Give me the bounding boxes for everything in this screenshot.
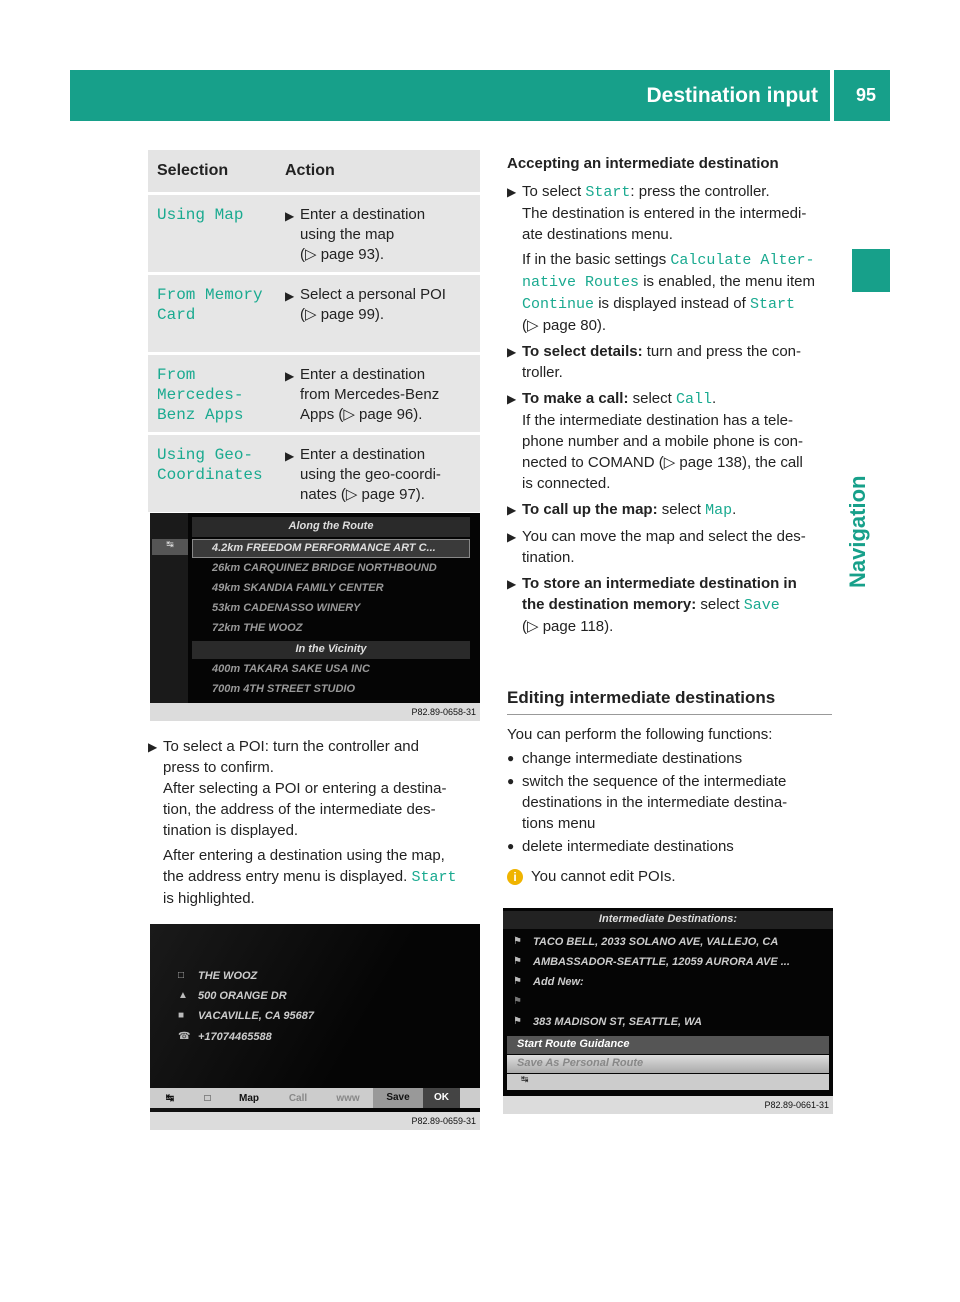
action-text: Enter a destination [300, 446, 426, 463]
text: To call up the map: [522, 501, 658, 518]
list-item: TACO BELL, 2033 SOLANO AVE, VALLEJO, CA [533, 936, 779, 948]
action-text: (▷ page 99). [300, 306, 385, 323]
term: Calculate Alter‐ [670, 252, 815, 269]
text: select [632, 390, 672, 407]
text-line: To select a POI: turn the controller and [163, 738, 419, 755]
table-row [148, 195, 480, 272]
term: Save [743, 597, 780, 614]
list-item: 400m TAKARA SAKE USA INC [212, 663, 370, 675]
call-button[interactable]: Call [288, 1092, 308, 1104]
list-item: 700m 4TH STREET STUDIO [212, 683, 356, 695]
step-arrow-icon: ▶ [148, 740, 158, 754]
map-button[interactable]: Map [239, 1092, 259, 1104]
text: the destination memory: [522, 596, 697, 613]
back-icon[interactable]: ↹ [165, 1092, 175, 1104]
flag-icon: ⚑ [513, 936, 522, 947]
text-line: the address entry menu is displayed. [163, 868, 408, 885]
address-line: 500 ORANGE DR [198, 990, 287, 1002]
term: native Routes [522, 274, 640, 291]
text-line: After entering a destination using the map, [163, 847, 445, 864]
text: (▷ page 80). [522, 317, 607, 334]
soft-key-bar [150, 1088, 480, 1108]
address-line: THE WOOZ [198, 970, 258, 982]
text: : press the controller. [630, 183, 770, 200]
screenshot-intermediate [503, 908, 833, 1114]
list-item: Add New: [533, 976, 584, 988]
action-text: using the map [300, 226, 395, 243]
bullet-icon: ● [507, 751, 515, 765]
flag-icon: ⚑ [513, 1016, 522, 1027]
list-item: AMBASSADOR-SEATTLE, 12059 AURORA AVE ... [533, 956, 790, 968]
action-text: (▷ page 93). [300, 246, 385, 263]
table-row [148, 275, 480, 352]
list-item: destinations in the intermediate destina- [522, 794, 788, 811]
step-arrow-icon: ▶ [507, 345, 517, 359]
location-icon: ▲ [178, 990, 188, 1001]
text: nected to COMAND (▷ page 138), the call [522, 454, 803, 471]
right-text: Accepting an intermediate destination ▶ To select Start: press the controller. The destination is entered in the intermedi- ate destinations menu. If in the basic settings Calculate Alter‐ native Routes is enabled, the menu item Continue is displayed instead of Start (▷ page 80). ▶ To select details: turn and press the con- troller. ▶ To make a call: select Call. If the intermediate destination has a tele- phone number and a mobile phone is con- nected to COMAND (▷ page 138), the call is connected. ▶ To call up the map: select Map. ▶ You can move the map and select the des- tination. ▶ To store an intermediate destination in the destination memory: select Save (▷ page 118). [507, 153, 837, 637]
page-number: 95 [855, 85, 876, 105]
step-arrow-icon: ▶ [507, 392, 517, 406]
www-button[interactable]: www [336, 1092, 360, 1104]
list-item: 49km SKANDIA FAMILY CENTER [212, 582, 384, 594]
term: Start [585, 184, 631, 201]
text: To select [522, 183, 582, 200]
selection-text: Benz Apps [157, 406, 244, 424]
text-line: press to confirm. [163, 759, 274, 776]
text: If in the basic settings [522, 251, 667, 268]
info-icon: i [507, 869, 523, 885]
list-header: Intermediate Destinations: [598, 913, 738, 925]
text: troller. [522, 364, 563, 381]
text: To store an intermediate destination in [522, 575, 797, 592]
selection-text: From [157, 366, 196, 384]
start-menu-term: Start [411, 869, 457, 886]
selection-text: From Memory [157, 286, 263, 304]
save-button[interactable]: Save [373, 1088, 423, 1108]
flag-icon: ⚑ [513, 996, 522, 1007]
text: phone number and a mobile phone is con- [522, 433, 804, 450]
figure-code: P82.89-0659-31 [150, 1112, 480, 1130]
step-arrow-icon: ▶ [507, 185, 517, 199]
action-text: Enter a destination [300, 206, 426, 223]
list-header: In the Vicinity [295, 643, 367, 655]
figure-code: P82.89-0658-31 [150, 703, 480, 721]
city-icon: ■ [178, 1010, 185, 1021]
section-tab [852, 249, 890, 292]
text: is displayed instead of [598, 295, 746, 312]
text: You can perform the following functions: [507, 726, 773, 743]
functions-list [507, 724, 837, 887]
text: To select details: [522, 343, 643, 360]
section-label: Navigation [845, 475, 870, 588]
list-item: change intermediate destinations [522, 750, 743, 767]
info-icon[interactable]: □ [204, 1092, 211, 1104]
bullet-icon: ● [507, 774, 515, 788]
text-line: is highlighted. [163, 890, 255, 907]
text: select [661, 501, 701, 518]
text: is connected. [522, 475, 611, 492]
step-arrow-icon: ▶ [285, 209, 295, 223]
address-line: VACAVILLE, CA 95687 [198, 1010, 314, 1022]
list-item: 4.2km FREEDOM PERFORMANCE ART C... [212, 542, 436, 554]
text: turn and press the con- [646, 343, 802, 360]
action-text: Apps (▷ page 96). [300, 406, 423, 423]
text-line: After selecting a POI or entering a destina- [163, 780, 447, 797]
action-text: nates (▷ page 97). [300, 486, 425, 503]
text: select [700, 596, 740, 613]
screenshot-address [150, 924, 480, 1130]
menu-item[interactable]: Start Route Guidance [517, 1038, 630, 1050]
table-row [148, 435, 480, 512]
col-selection: Selection [157, 162, 229, 179]
list-item: 72km THE WOOZ [212, 622, 303, 634]
text: (▷ page 118). [522, 618, 614, 635]
step-arrow-icon: ▶ [285, 289, 295, 303]
term: Continue [522, 296, 595, 313]
step-arrow-icon: ▶ [285, 449, 295, 463]
term: Start [749, 296, 795, 313]
left-text [148, 736, 483, 909]
table-row [148, 355, 480, 432]
term: Call [675, 391, 712, 408]
list-item: switch the sequence of the intermediate [522, 773, 787, 790]
selection-text: Card [157, 306, 196, 324]
header-title: Destination input [646, 84, 818, 107]
flag-icon: ⚑ [513, 956, 522, 967]
ok-button[interactable]: OK [423, 1088, 460, 1108]
phone-line: +17074465588 [198, 1031, 272, 1043]
list-item: 383 MADISON ST, SEATTLE, WA [533, 1016, 702, 1028]
action-text: from Mercedes-Benz [300, 386, 440, 403]
term: Map [705, 502, 733, 519]
list-item: tions menu [522, 815, 596, 832]
section-title: Accepting an intermediate destination [507, 155, 779, 172]
text: is enabled, the menu item [643, 273, 815, 290]
action-text: using the geo-coordi- [300, 466, 441, 483]
selection-text: Coordinates [157, 466, 263, 484]
screenshot-along-route [150, 513, 480, 721]
phone-icon: ☎ [178, 1031, 191, 1042]
back-icon[interactable]: ↹ [507, 1074, 829, 1090]
selection-text: Mercedes- [157, 386, 244, 404]
back-icon: ↹ [152, 539, 188, 555]
text: The destination is entered in the intermedi- [522, 205, 807, 222]
text-line: tination is displayed. [163, 822, 299, 839]
list-item: delete intermediate destinations [522, 838, 734, 855]
table-header [148, 150, 480, 192]
step-arrow-icon: ▶ [285, 369, 295, 383]
step-arrow-icon: ▶ [507, 503, 517, 517]
text: If the intermediate destination has a tele- [522, 412, 793, 429]
action-text: Enter a destination [300, 366, 426, 383]
page-header [70, 70, 890, 121]
action-text: Select a personal POI [300, 286, 446, 303]
selection-text: Using Geo- [157, 446, 254, 464]
flag-icon: ⚑ [513, 976, 522, 987]
text: To make a call: [522, 390, 629, 407]
text: ate destinations menu. [522, 226, 673, 243]
info-text: You cannot edit POIs. [531, 868, 676, 885]
list-item: 53km CADENASSO WINERY [212, 602, 361, 614]
list-header: Along the Route [288, 520, 374, 532]
selection-text: Using Map [157, 206, 244, 224]
text: You can move the map and select the des- [522, 528, 806, 545]
list-item: 26km CARQUINEZ BRIDGE NORTHBOUND [212, 562, 437, 574]
text: tination. [522, 549, 575, 566]
col-action: Action [285, 162, 335, 179]
poi-icon: □ [178, 970, 185, 981]
step-arrow-icon: ▶ [507, 530, 517, 544]
bullet-icon: ● [507, 839, 515, 853]
menu-item[interactable]: Save As Personal Route [517, 1057, 644, 1069]
figure-code: P82.89-0661-31 [503, 1096, 833, 1114]
selection-table [148, 150, 480, 515]
header-divider [830, 70, 834, 121]
text-line: tion, the address of the intermediate des- [163, 801, 436, 818]
step-arrow-icon: ▶ [507, 577, 517, 591]
section-heading: Editing intermediate destinations [507, 688, 832, 715]
